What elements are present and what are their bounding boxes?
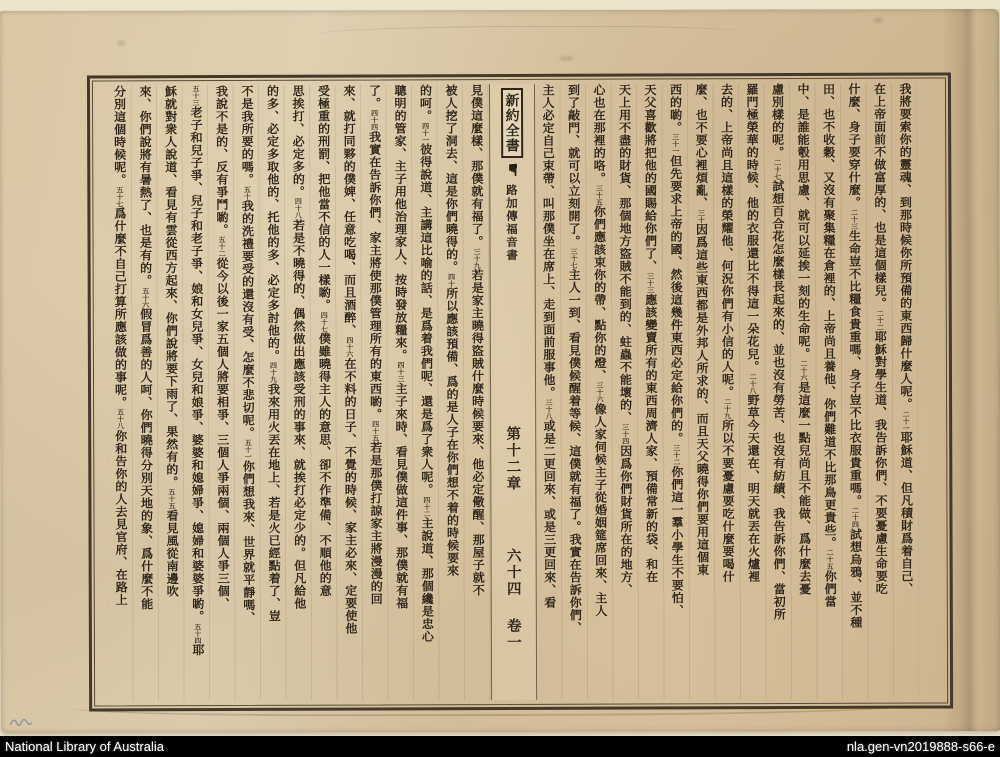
ink-smudge — [559, 56, 573, 61]
verse-number: 五十四 — [193, 622, 202, 644]
text-column: 天父喜歡將把他的國賜給你們了、三十三應該變賣所有的東西周濟人家、預備常新的袋、和在 — [642, 83, 659, 584]
verse-number: 二十四 — [851, 506, 860, 529]
spine-column — [488, 84, 536, 700]
library-bar — [0, 736, 1000, 757]
text-block — [99, 83, 919, 702]
text-column: 受極重的刑罰、把他當不信的人一樣喲。四十七僕雖曉得主人的意思、卻不作準備、不順他的意 — [316, 84, 333, 598]
verse-number: 三十七 — [570, 247, 579, 269]
verse-number: 三十 — [697, 209, 706, 224]
verse-number: 五十三 — [191, 85, 201, 107]
text-column: 的多、必定多取他的、托他的多、必定多討他的。四十九我來用火丟在地上、若是火已經點着了、豈 — [265, 84, 282, 623]
verse-number: 二十五 — [826, 549, 835, 571]
manicule-icon: ☛ — [501, 159, 522, 181]
text-column: 穌就對衆人說道、看見有雲從西方起來、你們說將要下雨了、果然有的。五十五看見風從南邊吹 — [163, 85, 180, 598]
verse-number: 四十四 — [370, 109, 379, 131]
page-right — [534, 83, 919, 700]
text-column: 到了敲門、就可以立刻開了。三十七主人一到、看見僕候醒着等候、這僕就有福了。我實在告訴你們、 — [566, 83, 583, 635]
verse-number: 二十三 — [850, 208, 859, 230]
library-name: National Library of Australia — [5, 739, 164, 754]
text-column: 來、就打同夥的僕婢、任意吃喝、而且酒醉、四十六在不料的日子、不覺的時候、家主必來、定要使他 — [341, 84, 358, 635]
scanned-page — [0, 9, 1000, 733]
verse-number: 四十七 — [320, 311, 329, 333]
text-column: 麼、也不要心裡煩亂、三十因爲這些東西都是外邦人所求的、而且天父曉得你們要用這個東 — [693, 83, 710, 577]
verse-number: 五十五 — [167, 488, 176, 510]
verse-number: 三十五 — [595, 184, 604, 206]
verse-number: 四十 — [447, 273, 456, 288]
text-column: 天上用不盡的財貨、那個地方盜賊不能到的、蛀蟲不能壞的、三十四因爲你們財貨所在的地方、 — [617, 83, 634, 597]
printed-border — [87, 72, 953, 711]
verse-number: 五十二 — [217, 236, 227, 258]
text-column: 心也在那裡的咯。三十五你們應該束你的帶、點你的燈、三十六像人家伺候主子從婚姻筵席回來、主人 — [591, 83, 608, 618]
text-column: 了。四十四我實在告訴你們、家主將使那僕管理所有的東西喲。四十五若是那僕打諒家主將漫漫的回 — [367, 84, 384, 606]
book-title: 路加傳福音書 — [504, 183, 520, 263]
series-title: 新約全書 — [500, 88, 522, 158]
verse-number: 五十七 — [115, 186, 124, 208]
verse-number: 四十二 — [422, 495, 431, 517]
text-column: 五十三老子和兒子爭、兒子和老子爭、娘和女兒爭、女兒和娘爭、婆婆和媳婦爭、媳婦和婆婆爭喲。五十四耶 — [189, 85, 205, 657]
verse-number: 五十 — [243, 185, 252, 200]
folio-number: 六十四 — [504, 547, 521, 598]
text-column: 思挨打、必定多的。四十八若是不曉得的、偶然做出應該受刑的事來、就挨打必定少的。但凡給他 — [290, 84, 307, 610]
image-id: nla.gen-vn2019888-s66-e — [846, 739, 995, 754]
verse-number: 三十四 — [621, 423, 630, 445]
verse-number: 四十九 — [269, 362, 278, 384]
verse-number: 二十二 — [876, 309, 885, 331]
text-column: 什麼、身子要穿什麼。二十三生命豈不比糧食貴重嗎、身子豈不比衣服貴重嗎。二十四試想烏鴉、並不種 — [846, 82, 863, 629]
verse-number: 二十九 — [723, 398, 732, 420]
verse-number: 二十六 — [799, 360, 809, 382]
text-column: 被人挖了洞去、這是你們曉得的。四十所以應該預備、爲的是人子在你們想不着的時候要來 — [443, 84, 460, 578]
paper-crease — [319, 25, 739, 37]
ink-smudge — [873, 17, 883, 23]
verse-number: 四十五 — [371, 420, 380, 442]
verse-number: 四十八 — [294, 198, 303, 220]
verse-number: 三十八 — [545, 398, 554, 420]
verse-number: 四十三 — [396, 361, 406, 383]
verse-number: 五十八 — [116, 408, 125, 430]
verse-number: 三十三 — [646, 272, 655, 294]
text-column: 見僕這麼樣、那僕就有福了。三十九若是家主曉得盜賊什麼時候要來、他必定儆醒、那屋子就不 — [469, 84, 486, 597]
text-column: 聰明的管家、主子用他治理家人、按時發放糧來。四十三主子來時、看見僕做這件事、那僕就有福 — [392, 84, 409, 610]
chapter-label: 第十二章 — [504, 425, 521, 493]
ink-smudge — [117, 41, 125, 46]
volume-label: 卷一 — [504, 617, 521, 652]
verse-number: 二十八 — [748, 372, 758, 394]
text-column: 中、是誰能彀用思慮、就可以延挨一刻的生命呢。二十六是這麼一點兒尚且不能做、爲什麼去憂 — [795, 82, 812, 596]
text-column: 羅門極榮華的時候、他的衣服還比不得這一朵花兒。二十八野草今天還在、明天就丟在火爐裡 — [744, 83, 761, 583]
text-column: 在上帝面前不做富厚的、也是這個樣兒。二十二耶穌對學生道、我告訴你們、不要憂慮生命要吃 — [872, 82, 889, 596]
verse-number: 四十一 — [421, 122, 430, 144]
text-column: 的呵。四十一彼得說道、主講這比喻的話、是爲着我們呢、還是爲了衆人呢。四十二主說道、那個纔是忠心 — [418, 84, 435, 643]
verse-number: 五十六 — [141, 286, 150, 308]
text-column: 西的喲。三十一但先要求上帝的國、然後這幾件東西必定給你們的。三十二你們這一羣小學生不要怕、 — [668, 83, 685, 617]
verse-number: 五十一 — [244, 439, 253, 461]
verse-number: 三十二 — [672, 444, 681, 466]
verse-number: 三十六 — [596, 381, 605, 403]
text-column: 去的、上帝尚且這樣的榮耀他、何況你們有小信的人呢。二十九所以不要憂慮要吃什麼要喝什 — [719, 83, 736, 584]
verse-number: 三十一 — [671, 133, 680, 155]
verse-number: 四十六 — [345, 336, 354, 358]
text-column: 主人必定自己束帶、叫那僕坐在席上、走到面前服事他。三十八或是二更回來、或是三更回來、看 — [540, 83, 557, 609]
text-column: 不是我所要的嗎。五十我的洗禮要受的還沒有受、怎麼不悲切呢。五十一你們想我來、世界就平靜嗎、 — [239, 84, 256, 624]
verse-number: 二十一 — [902, 410, 911, 432]
text-column: 我將要索你的靈魂、到那時候你所預備的東西歸什麼人呢。二十一耶穌道、但凡積財爲着自己、 — [897, 82, 914, 596]
pencil-scribble — [9, 715, 35, 729]
text-column: 慮別樣的呢。二十七試想百合花怎麼樣長起來的、並也沒有勞苦、也沒有紡績、我告訴你們、當初所 — [770, 83, 787, 621]
text-column: 田、也不收穀、又沒有聚集糧在倉裡的、上帝尚且養他、你們難道不比那鳥更貴些。二十五你們當 — [821, 82, 838, 608]
page-left — [106, 84, 491, 701]
text-column: 分別這個時候呢。五十七爲什麼不自己打算所應該做的事呢。五十八你和告你的人去見官府、在路上 — [112, 85, 129, 607]
verse-number: 二十七 — [773, 158, 782, 180]
verse-number: 三十九 — [473, 247, 482, 269]
text-column: 我說不是的、反有爭鬥喲。五十二從今以後一家五個人將要相爭、三個人爭兩個、兩個人爭三個、 — [214, 84, 231, 611]
text-column: 來、你們說將有暑熱了、也是有的。五十六假冒爲善的人呵、你們曉得分別天地的象、爲什麼不能 — [137, 85, 154, 611]
printed-border-inner — [92, 77, 948, 706]
